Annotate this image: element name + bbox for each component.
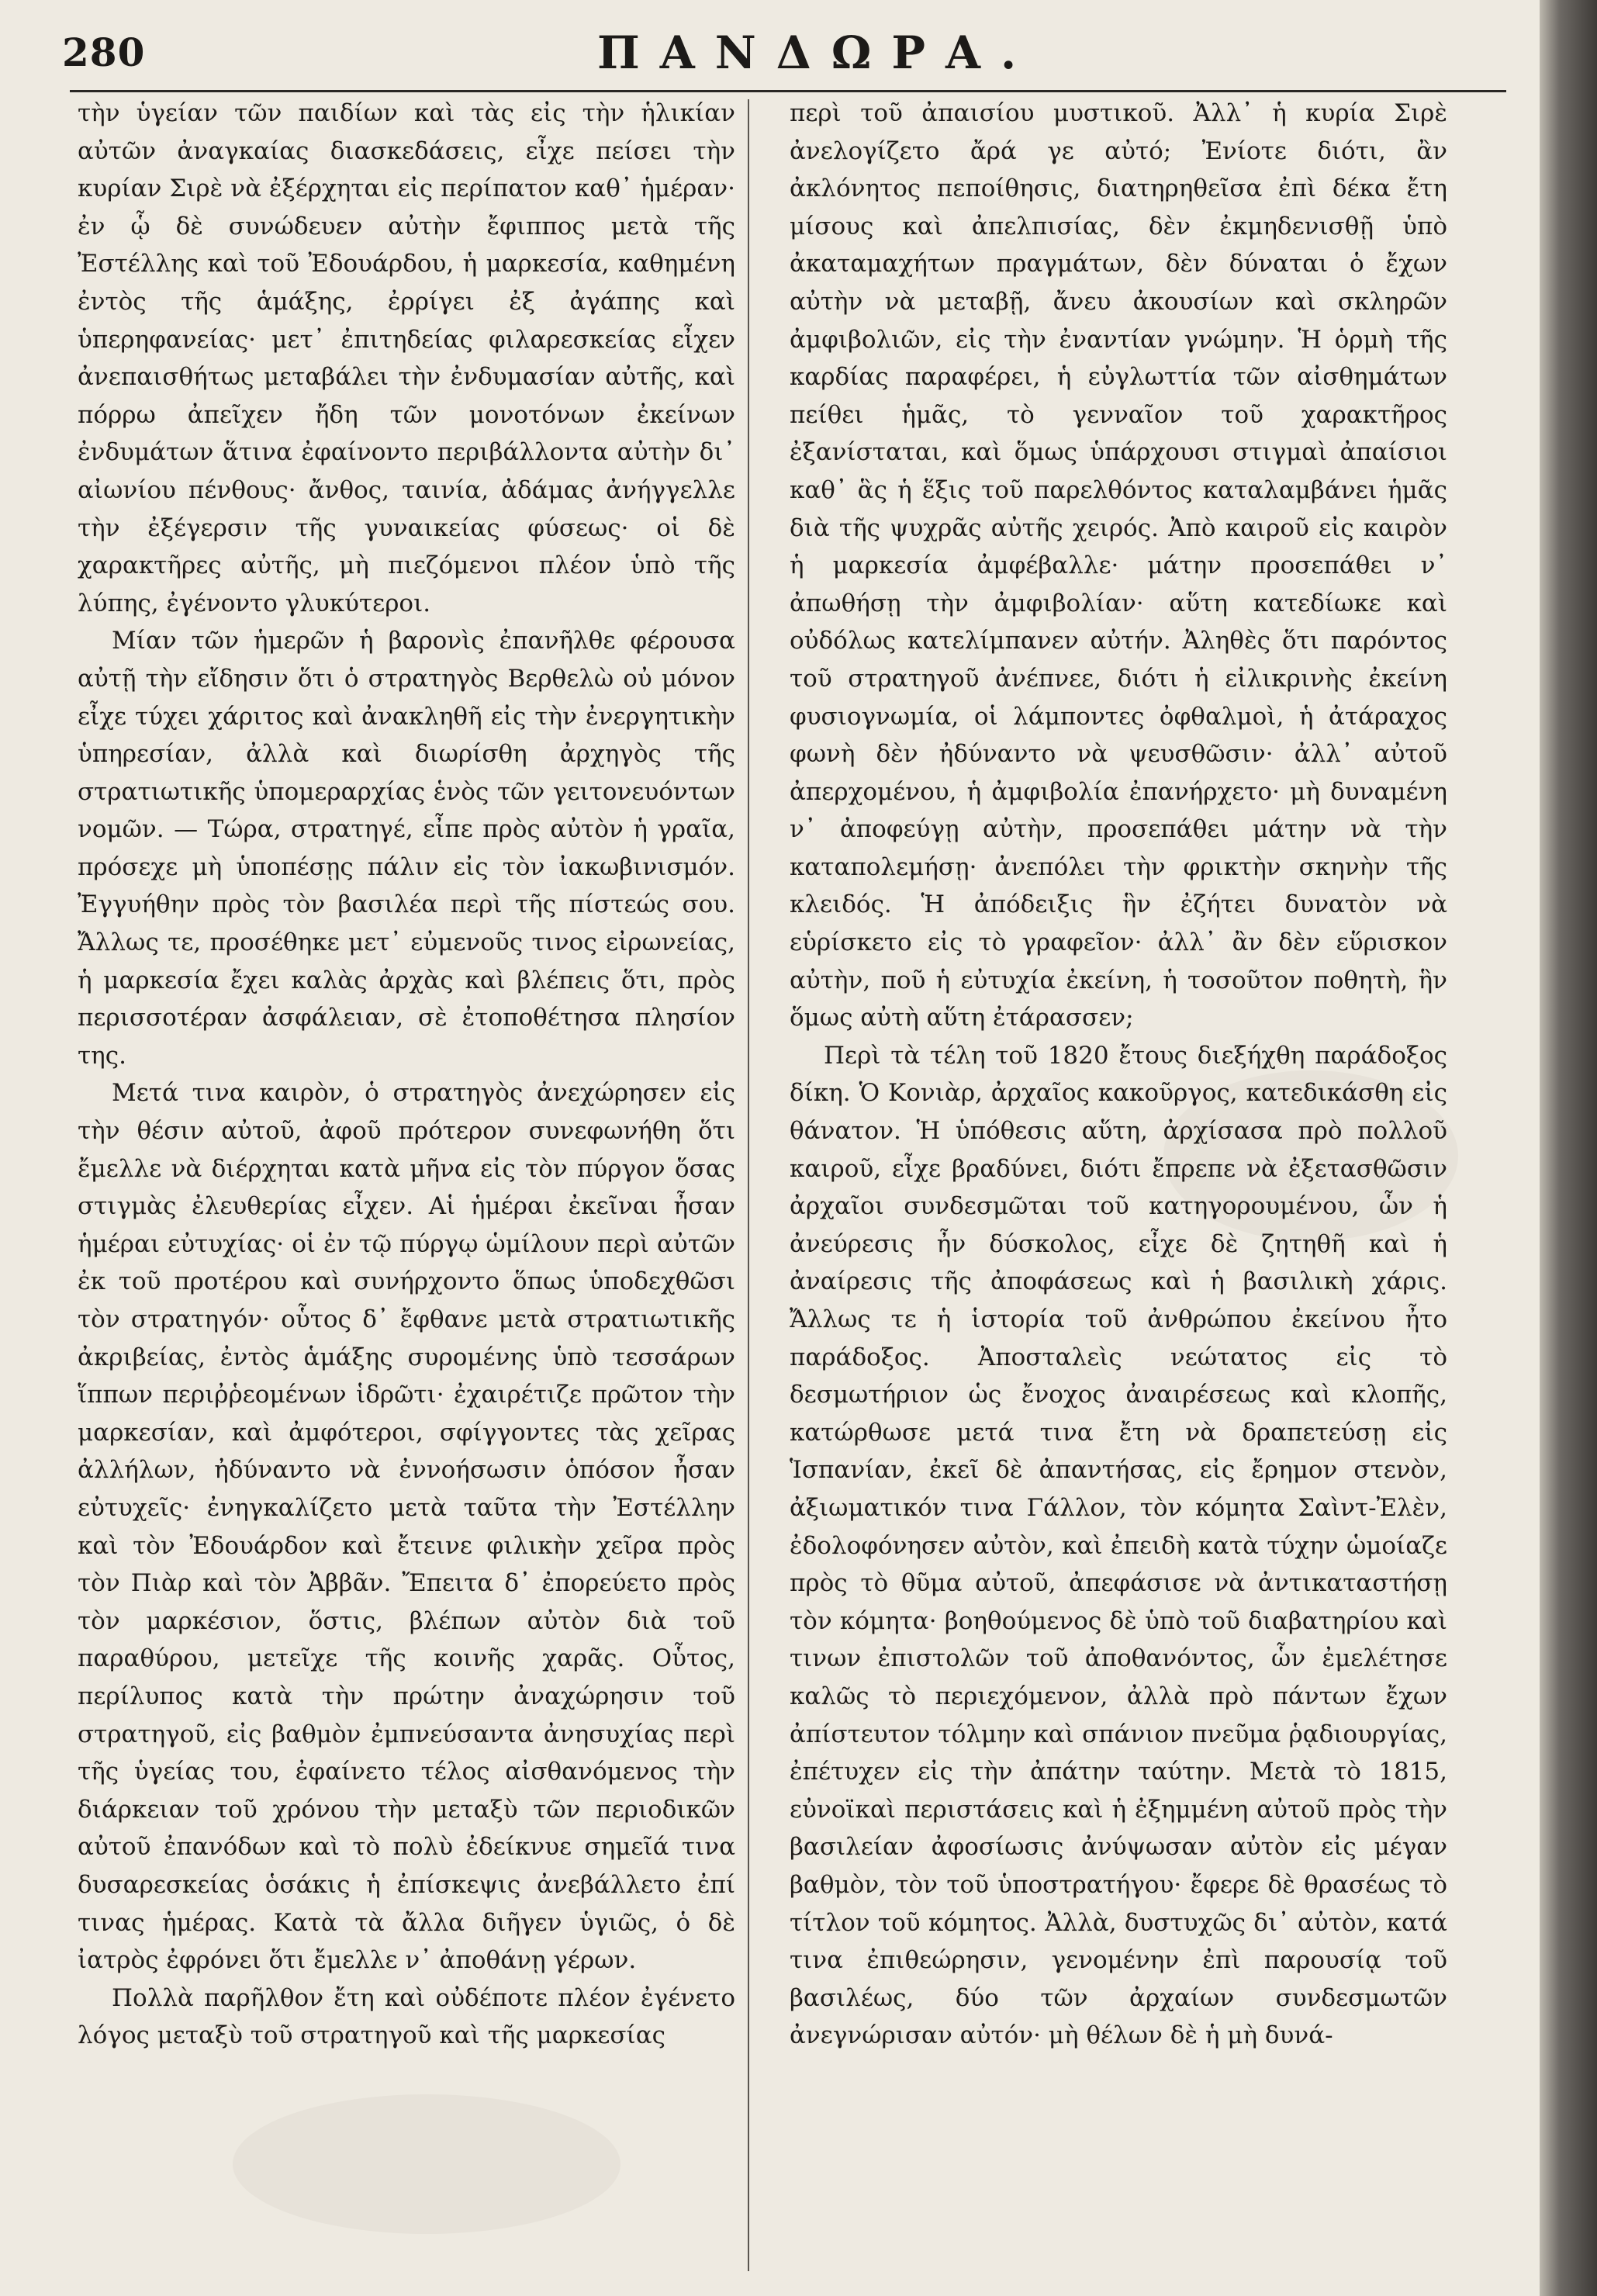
left-column (78, 95, 735, 2055)
page-number: 280 (62, 29, 146, 75)
paragraph: τὴν ὑγείαν τῶν παιδίων καὶ τὰς εἰς τὴν ἡλικίαν αὐτῶν ἀναγκαίας διασκεδάσεις, εἶχε πείσει τὴν κυρίαν Σιρὲ νὰ ἐξέρχηται εἰς περίπατον καθ᾽ ἡμέραν· ἐν ᾧ δὲ συνώδευεν αὐτὴν ἔφιππος μετὰ τῆς Ἐστέλλης καὶ τοῦ Ἐδουάρδου, ἡ μαρκεσία, καθημένη ἐντὸς τῆς ἁμάξης, ἐρρίγει ἐξ ἀγάπης καὶ ὑπερηφανείας· μετ᾽ ἐπιτηδείας φιλαρεσκείας εἶχεν ἀνεπαισθήτως μεταβάλει τὴν ἐνδυμασίαν αὐτῆς, καὶ πόρρω ἀπεῖχεν ἤδη τῶν μονοτόνων ἐκείνων ἐνδυμάτων ἅτινα ἐφαίνοντο περιβάλλοντα αὐτὴν δι᾽ αἰωνίου πένθους· ἄνθος, ταινία, ἀδάμας ἀνήγγελλε τὴν ἐξέγερσιν τῆς γυναικείας φύσεως· οἱ δὲ χαρακτῆρες αὐτῆς, μὴ πιεζόμενοι πλέον ὑπὸ τῆς λύπης, ἐγένοντο γλυκύτεροι. (78, 99, 735, 617)
paragraph: περὶ τοῦ ἀπαισίου μυστικοῦ. Ἀλλ᾽ ἡ κυρία Σιρὲ ἀνελογίζετο ἄρά γε αὐτό; Ἐνίοτε διότι, ἂν ἀκλόνητος πεποίθησις, διατηρηθεῖσα ἐπὶ δέκα ἔτη μίσους καὶ ἀπελπισίας, δὲν ἐκμηδενισθῇ ὑπὸ ἀκαταμαχήτων πραγμάτων, δὲν δύναται ὁ ἔχων αὐτὴν νὰ μεταβῇ, ἄνευ ἀκουσίων καὶ σκληρῶν ἀμφιβολιῶν, εἰς τὴν ἐναντίαν γνώμην. Ἡ ὁρμὴ τῆς καρδίας παραφέρει, ἡ εὐγλωττία τῶν αἰσθημάτων πείθει ἡμᾶς, τὸ γενναῖον τοῦ χαρακτῆρος ἐξανίσταται, καὶ ὅμως ὑπάρχουσι στιγμαὶ ἀπαίσιοι καθ᾽ ἃς ἡ ἕξις τοῦ παρελθόντος καταλαμβάνει ἡμᾶς διὰ τῆς ψυχρᾶς αὐτῆς χειρός. Ἀπὸ καιροῦ εἰς καιρὸν ἡ μαρκεσία ἀμφέβαλλε· μάτην προσεπάθει ν᾽ ἀπωθήσῃ τὴν ἀμφιβολίαν· αὕτη κατεδίωκε καὶ οὐδόλως κατελίμπανεν αὐτήν. Ἀληθὲς ὅτι παρόντος τοῦ στρατηγοῦ ἀνέπνεε, διότι ἡ εἰλικρινὴς ἐκείνη φυσιογνωμία, οἱ λάμποντες ὀφθαλμοὶ, ἡ ἀτάραχος φωνὴ δὲν ἠδύναντο νὰ ψευσθῶσιν· ἀλλ᾽ αὐτοῦ ἀπερχομένου, ἡ ἀμφιβολία ἐπανήρχετο· μὴ δυναμένη ν᾽ ἀποφεύγῃ αὐτὴν, προσεπάθει μάτην νὰ τὴν καταπολεμήσῃ· ἀνεπόλει τὴν φρικτὴν σκηνὴν τῆς κλειδός. Ἡ ἀπόδειξις ἣν ἐζήτει δυνατὸν νὰ εὑρίσκετο εἰς τὸ γραφεῖον· ἀλλ᾽ ἂν δὲν εὕρισκον αὐτὴν, ποῦ ἡ εὐτυχία ἐκείνη, ἡ τοσοῦτον ποθητὴ, ἣν ὅμως αὐτὴ αὕτη ἐτάρασσεν; (790, 99, 1447, 1032)
paragraph: Πολλὰ παρῆλθον ἔτη καὶ οὐδέποτε πλέον ἐγένετο λόγος μεταξὺ τοῦ στρατηγοῦ καὶ τῆς μαρκεσίας (78, 1983, 735, 2050)
paper-stain (233, 2094, 620, 2234)
page-edge-shadow (1540, 0, 1597, 2296)
right-column (790, 95, 1447, 2055)
running-head (62, 26, 1505, 81)
paragraph: Μετά τινα καιρὸν, ὁ στρατηγὸς ἀνεχώρησεν εἰς τὴν θέσιν αὐτοῦ, ἀφοῦ πρότερον συνεφωνήθη ὅτι ἔμελλε νὰ διέρχηται κατὰ μῆνα εἰς τὸν πύργον ὅσας στιγμὰς ἐλευθερίας εἶχεν. Αἱ ἡμέραι ἐκεῖναι ἦσαν ἡμέραι εὐτυχίας· οἱ ἐν τῷ πύργῳ ὡμίλουν περὶ αὐτῶν ἐκ τοῦ προτέρου καὶ συνήρχοντο ὅπως ὑποδεχθῶσι τὸν στρατηγόν· οὗτος δ᾽ ἔφθανε μετὰ στρατιωτικῆς ἀκριβείας, ἐντὸς ἁμάξης συρομένης ὑπὸ τεσσάρων ἵππων περιῤῥεομένων ἱδρῶτι· ἐχαιρέτιζε πρῶτον τὴν μαρκεσίαν, καὶ ἀμφότεροι, σφίγγοντες τὰς χεῖρας ἀλλήλων, ἠδύναντο νὰ ἐννοήσωσιν ὁπόσον ἦσαν εὐτυχεῖς· ἐνηγκαλίζετο μετὰ ταῦτα τὴν Ἐστέλλην καὶ τὸν Ἐδουάρδον καὶ ἔτεινε φιλικὴν χεῖρα πρὸς τὸν Πιὰρ καὶ τὸν Ἀββᾶν. Ἔπειτα δ᾽ ἐπορεύετο πρὸς τὸν μαρκέσιον, ὅστις, βλέπων αὐτὸν διὰ τοῦ παραθύρου, μετεῖχε τῆς κοινῆς χαρᾶς. Οὗτος, περίλυπος κατὰ τὴν πρώτην ἀναχώρησιν τοῦ στρατηγοῦ, εἰς βαθμὸν ἐμπνεύσαντα ἀνησυχίας περὶ τῆς ὑγείας του, ἐφαίνετο τέλος αἰσθανόμενος τὴν διάρκειαν τοῦ χρόνου τὴν μεταξὺ τῶν περιοδικῶν αὐτοῦ ἐπανόδων καὶ τὸ πολὺ ἐδείκνυε σημεῖά τινα δυσαρεσκείας ὁσάκις ἡ ἐπίσκεψις ἀνεβάλλετο ἐπί τινας ἡμέρας. Κατὰ τὰ ἄλλα διῆγεν ὑγιῶς, ὁ δὲ ἰατρὸς ἐφρόνει ὅτι ἔμελλε ν᾽ ἀποθάνῃ γέρων. (78, 1079, 735, 1975)
journal-title: ΠΑΝΔΩΡΑ. (597, 26, 1037, 79)
column-divider (748, 99, 749, 2271)
paragraph: Μίαν τῶν ἡμερῶν ἡ βαρονὶς ἐπανῆλθε φέρουσα αὐτῇ τὴν εἴδησιν ὅτι ὁ στρατηγὸς Βερθελὼ οὐ μόνον εἶχε τύχει χάριτος καὶ ἀνακληθῆ εἰς τὴν ἐνεργητικὴν ὑπηρεσίαν, ἀλλὰ καὶ διωρίσθη ἀρχηγὸς τῆς στρατιωτικῆς ὑπομεραρχίας ἑνὸς τῶν γειτονευόντων νομῶν. — Τώρα, στρατηγέ, εἶπε πρὸς αὐτὸν ἡ γραῖα, πρόσεχε μὴ ὑποπέσῃς πάλιν εἰς τὸν ἰακωβινισμόν. Ἐγγυήθην πρὸς τὸν βασιλέα περὶ τῆς πίστεώς σου. Ἄλλως τε, προσέθηκε μετ᾽ εὐμενοῦς τινος εἰρωνείας, ἡ μαρκεσία ἔχει καλὰς ἀρχὰς καὶ βλέπεις ὅτι, πρὸς περισσοτέραν ἀσφάλειαν, σὲ ἐτοποθέτησα πλησίον της. (78, 627, 735, 1070)
header-rule (70, 90, 1506, 92)
paragraph: Περὶ τὰ τέλη τοῦ 1820 ἔτους διεξήχθη παράδοξος δίκη. Ὁ Κονιὰρ, ἀρχαῖος κακοῦργος, κατεδικάσθη εἰς θάνατον. Ἡ ὑπόθεσις αὕτη, ἀρχίσασα πρὸ πολλοῦ καιροῦ, εἶχε βραδύνει, διότι ἔπρεπε νὰ ἐξετασθῶσιν ἀρχαῖοι συνδεσμῶται τοῦ κατηγορουμένου, ὧν ἡ ἀνεύρεσις ἦν δύσκολος, εἶχε δὲ ζητηθῆ καὶ ἡ ἀναίρεσις τῆς ἀποφάσεως καὶ ἡ βασιλικὴ χάρις. Ἄλλως τε ἡ ἱστορία τοῦ ἀνθρώπου ἐκείνου ἦτο παράδοξος. Ἀποσταλεὶς νεώτατος εἰς τὸ δεσμωτήριον ὡς ἔνοχος ἀναιρέσεως καὶ κλοπῆς, κατώρθωσε μετά τινα ἔτη νὰ δραπετεύσῃ εἰς Ἱσπανίαν, ἐκεῖ δὲ ἀπαντήσας, εἰς ἔρημον στενὸν, ἀξιωματικόν τινα Γάλλον, τὸν κόμητα Σαὶντ-Ἐλὲν, ἐδολοφόνησεν αὐτὸν, καὶ ἐπειδὴ κατὰ τύχην ὡμοίαζε πρὸς τὸ θῦμα αὐτοῦ, ἀπεφάσισε νὰ ἀντικαταστήσῃ τὸν κόμητα· βοηθούμενος δὲ ὑπὸ τοῦ διαβατηρίου καὶ τινων ἐπιστολῶν τοῦ ἀποθανόντος, ὧν ἐμελέτησε καλῶς τὸ περιεχόμενον, ἀλλὰ πρὸ πάντων ἔχων ἀπίστευτον τόλμην καὶ σπάνιον πνεῦμα ῥᾳδιουργίας, ἐπέτυχεν εἰς τὴν ἀπάτην ταύτην. Μετὰ τὸ 1815, εὐνοϊκαὶ περιστάσεις καὶ ἡ ἐξημμένη αὐτοῦ πρὸς τὴν βασιλείαν ἀφοσίωσις ἀνύψωσαν αὐτὸν εἰς μέγαν βαθμὸν, τὸν τοῦ ὑποστρατήγου· ἔφερε δὲ θρασέως τὸ τίτλον τοῦ κόμητος. Ἀλλὰ, δυστυχῶς δι᾽ αὐτὸν, κατά τινα ἐπιθεώρησιν, γενομένην ἐπὶ παρουσίᾳ τοῦ βασιλέως, δύο τῶν ἀρχαίων συνδεσμωτῶν ἀνεγνώρισαν αὐτόν· μὴ θέλων δὲ ἡ μὴ δυνά- (790, 1041, 1447, 2050)
